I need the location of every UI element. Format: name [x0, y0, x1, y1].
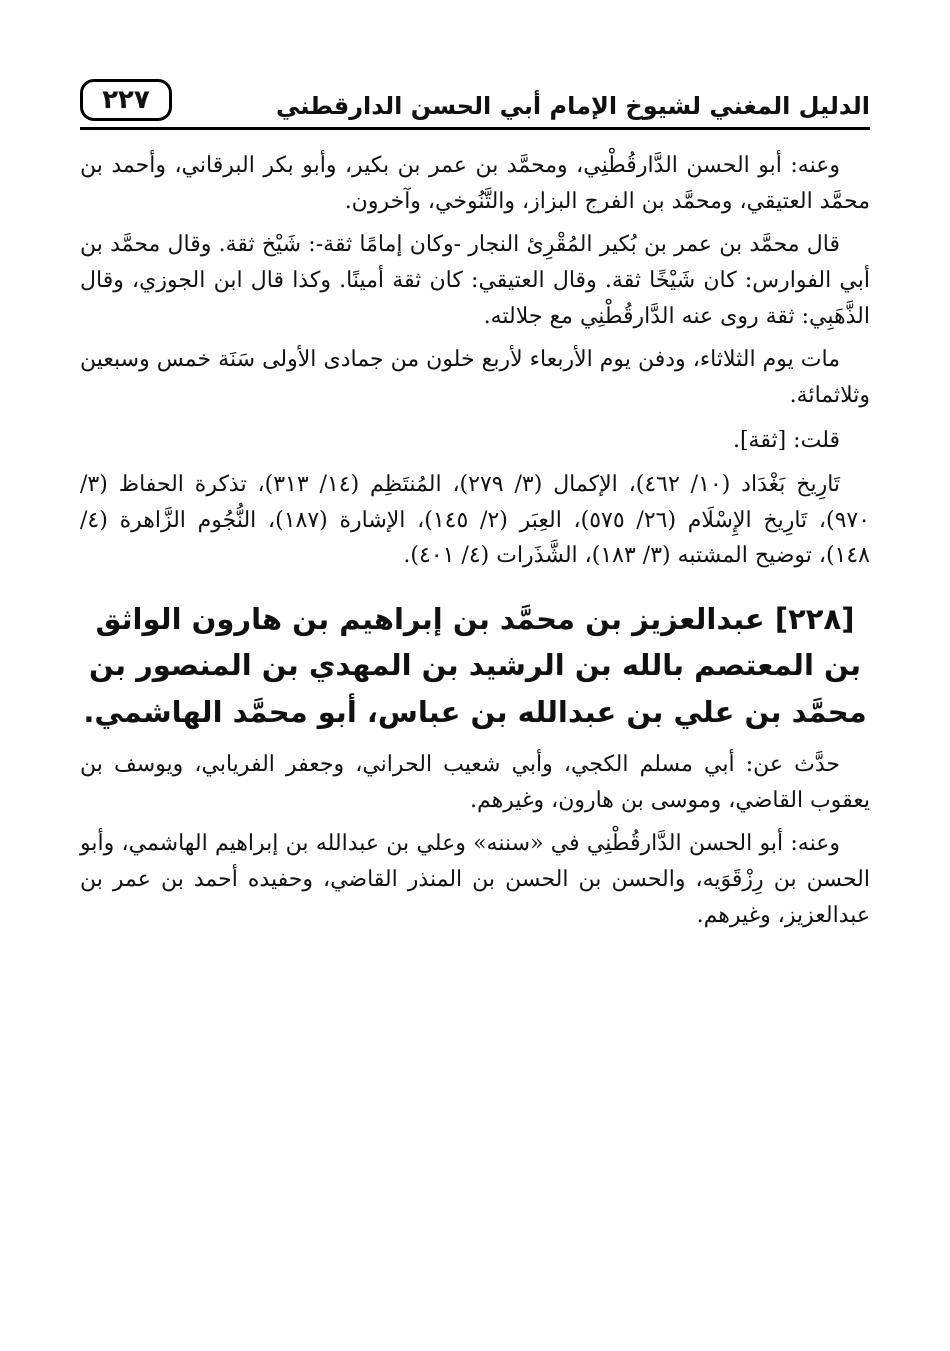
book-page: [80, 70, 870, 1310]
page-content: [80, 148, 870, 933]
running-header-title: الدليل المغني لشيوخ الإمام أبي الحسن الدارقطني: [276, 92, 870, 121]
paragraph-students: وعنه: أبو الحسن الدَّارقُطْنِي، ومحمَّد بن عمر بن بكير، وأبو بكر البرقاني، وأحمد بن محمَّد العتيقي، ومحمَّد بن الفرج البزاز، والتَّنُوخي، وآخرون.: [80, 153, 870, 214]
paragraph-death: مات يوم الثلاثاء، ودفن يوم الأربعاء لأربع خلون من جمادى الأولى سَنَة خمس وسبعين وثلاثمائة.: [80, 347, 870, 408]
entry-teachers-paragraph: حدَّث عن: أبي مسلم الكجي، وأبي شعيب الحراني، وجعفر الفريابي، ويوسف بن يعقوب القاضي، وموسى بن هارون، وغيرهم.: [80, 752, 870, 813]
paragraph-reliability: قال محمَّد بن عمر بن بُكير المُقْرِئ النجار -وكان إمامًا ثقة-: شَيْخ ثقة. وقال محمَّد بن أبي الفوارس: كان شَيْخًا ثقة. وقال العتيقي: كان ثقة أمينًا. وكذا قال ابن الجوزي، وقال الذَّهَبِي: ثقة روى عنه الدَّارقُطْنِي مع جلالته.: [80, 232, 870, 329]
references-paragraph: تَارِيخ بَغْدَاد (١٠/ ٤٦٢)، الإكمال (٣/ ٢٧٩)، المُنتَظِم (١٤/ ٣١٣)، تذكرة الحفاظ (٣/ ٩٧٠)، تَارِيخ الإِسْلَام (٢٦/ ٥٧٥)، العِبَر (٢/ ١٤٥)، الإشارة (١٨٧)، النُّجُوم الزَّاهرة (٤/ ١٤٨)، توضيح المشتبه (٣/ ١٨٣)، الشَّذَرات (٤/ ٤٠١).: [80, 472, 871, 569]
verdict-note: قلت: [ثقة].: [732, 428, 840, 454]
entry-heading: [٢٢٨] عبدالعزيز بن محمَّد بن إبراهيم بن هارون الواثق بن المعتصم بالله بن الرشيد بن المهدي بن المنصور بن محمَّد بن علي بن عبدالله بن عباس، أبو محمَّد الهاشمي.: [83, 601, 867, 729]
page-header: [80, 70, 870, 130]
entry-students-paragraph: وعنه: أبو الحسن الدَّارقُطْنِي في «سننه» وعلي بن عبدالله بن إبراهيم الهاشمي، وأبو الحسن بن رِزْقَوَيه، والحسن بن الحسن بن المنذر القاضي، وحفيده أحمد بن عمر بن عبدالعزيز، وغيرهم.: [80, 831, 870, 928]
page-number-badge: ٢٢٧: [80, 79, 172, 121]
